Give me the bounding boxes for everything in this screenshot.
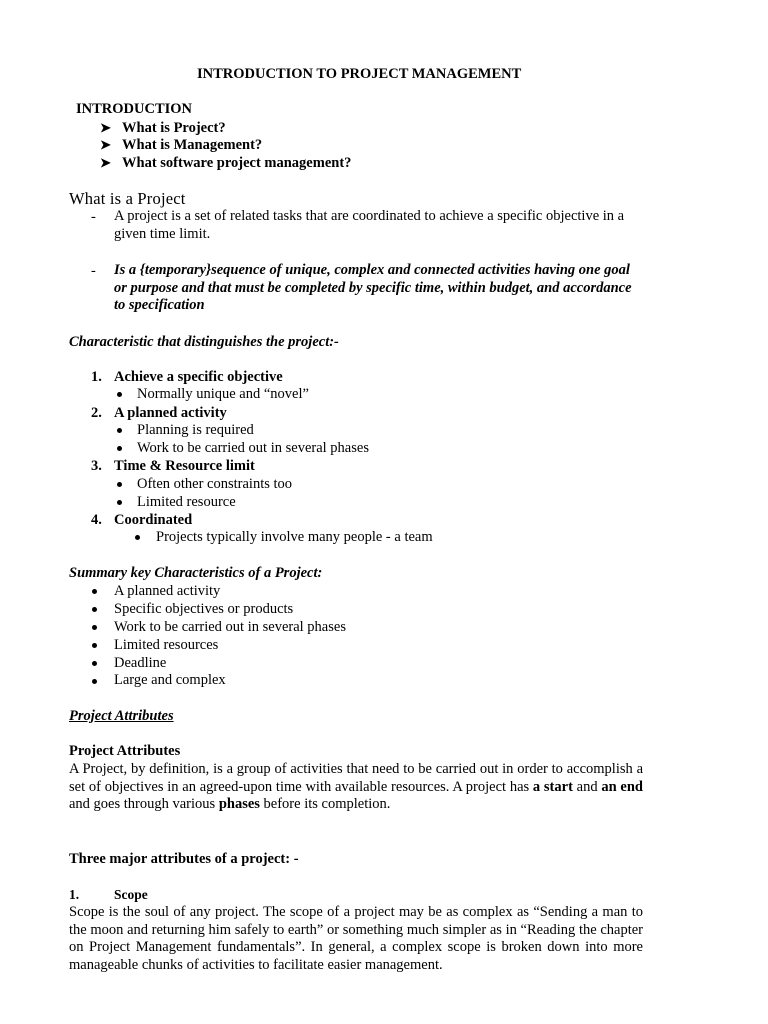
summary-heading: Summary key Characteristics of a Project: [69,565,323,581]
bullet-icon [135,535,140,540]
characteristic-subitem: Normally unique and “novel” [137,386,309,402]
characteristic-subitem: Work to be carried out in several phases [137,440,369,456]
bullet-icon [117,500,122,505]
scope-paragraph: Scope is the soul of any project. The scope of a project may be as complex as “Sending a man to the moon and returning him safely to earth” or something much simpler as in “Reading the chapter on Project Management fundamentals”. In general, a complex scope is broken down into more manageable chunks of activities to facilitate easier management. [69,904,643,973]
project-attributes-heading: Project Attributes [69,743,181,759]
bullet-icon [92,589,97,594]
arrow-bullet-icon: ➤ [100,137,111,152]
document-title: INTRODUCTION TO PROJECT MANAGEMENT [197,66,522,82]
scope-heading: Scope [114,887,148,902]
bullet-icon [92,643,97,648]
characteristic-subitem: Limited resource [137,494,236,510]
summary-item: Limited resources [114,637,219,653]
bullet-icon [117,446,122,451]
summary-item: Deadline [114,655,167,671]
bullet-icon [117,428,122,433]
project-definition-1: A project is a set of related tasks that are coordinated to achieve a specific objective in a given time limit. [114,208,625,242]
summary-item: Work to be carried out in several phases [114,619,346,635]
intro-question: ➤ What is Project? [100,120,226,136]
bullet-icon [92,679,97,684]
bullet-icon [117,392,122,397]
list-number: 1. [69,887,80,902]
summary-item: A planned activity [114,583,221,599]
intro-question: ➤ What is Management? [100,137,263,153]
section-heading-what-is-project: What is a Project [69,189,186,208]
project-attributes-link-heading: Project Attributes [69,708,174,724]
bullet-icon [92,625,97,630]
intro-heading: INTRODUCTION [76,101,193,117]
list-number: 1. [91,369,102,385]
project-definition-2: Is a {temporary}sequence of unique, complex and connected activities having one goal or purpose and that must be completed by specific time, within budget, and accordance to specification [114,262,632,314]
characteristic-item: A planned activity [114,405,227,421]
bullet-icon [92,661,97,666]
characteristics-heading: Characteristic that distinguishes the project:- [69,334,339,350]
list-number: 2. [91,405,102,421]
intro-question: ➤ What software project management? [100,155,352,171]
summary-item: Specific objectives or products [114,601,294,617]
summary-item: Large and complex [114,672,226,688]
characteristic-subitem: Projects typically involve many people - a team [156,529,433,545]
characteristic-subitem: Planning is required [137,422,254,438]
characteristic-subitem: Often other constraints too [137,476,293,492]
characteristic-item: Achieve a specific objective [114,369,283,385]
characteristic-item: Coordinated [114,512,193,528]
arrow-bullet-icon: ➤ [100,120,111,135]
characteristic-item: Time & Resource limit [114,458,255,474]
bullet-icon [117,482,122,487]
project-attributes-paragraph: A Project, by definition, is a group of activities that need to be carried out in order to accomplish a set of objectives in an agreed-upon time with available resources. A project has a start and an end and goes through various phases before its completion. [69,761,643,813]
list-number: 3. [91,458,102,474]
list-number: 4. [91,512,102,528]
bullet-icon [92,607,97,612]
three-major-heading: Three major attributes of a project: - [69,851,299,867]
arrow-bullet-icon: ➤ [100,155,111,170]
dash-bullet: - [91,263,96,279]
dash-bullet: - [91,209,96,225]
